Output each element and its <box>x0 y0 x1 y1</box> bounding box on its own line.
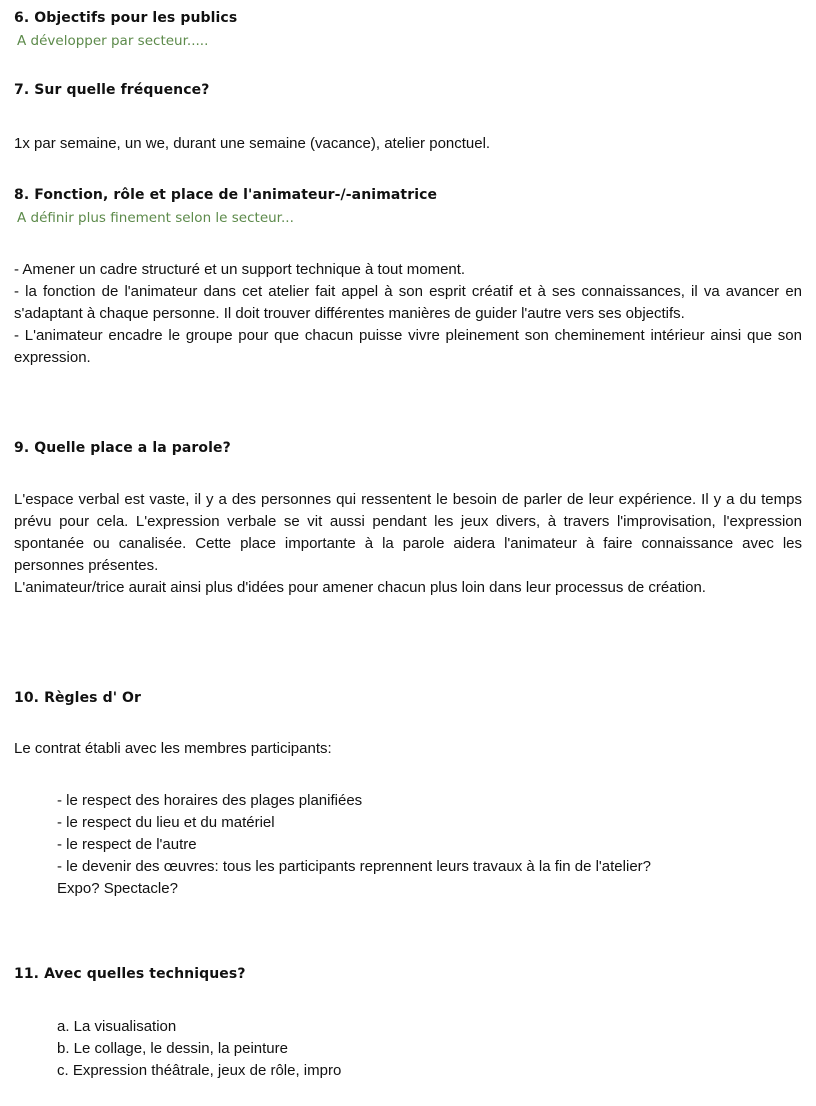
section-8-item: - L'animateur encadre le groupe pour que chacun puisse vivre pleinement son cheminement intérieur ainsi que son expression. <box>14 327 802 366</box>
section-11-techniques <box>57 1016 341 1082</box>
section-7-body: 1x par semaine, un we, durant une semaine (vacance), atelier ponctuel. <box>14 135 491 152</box>
section-8-item: - la fonction de l'animateur dans cet atelier fait appel à son esprit créatif et à ses connaissances, il va avancer en s'adaptant à chaque personne. Il doit trouver différentes manières de guider l'autre vers ses objectifs. <box>14 283 802 322</box>
technique-item: c. Expression théâtrale, jeux de rôle, impro <box>57 1062 342 1079</box>
section-7-heading: 7. Sur quelle fréquence? <box>14 82 210 98</box>
rule-item: - le respect des horaires des plages planifiées <box>57 792 363 809</box>
section-9-paragraph: L'espace verbal est vaste, il y a des personnes qui ressentent le besoin de parler de leur expérience. Il y a du temps prévu pour cela. L'expression verbale se vit aussi pendant les jeux divers, à travers l'improvisation, l'expression spontanée ou canalisée. Cette place importante à la parole aidera l'animateur à faire connaissance avec les personnes présentes. <box>14 491 802 574</box>
technique-item: a. La visualisation <box>57 1018 177 1035</box>
section-10-heading: 10. Règles d' Or <box>14 690 142 706</box>
section-6-note: A développer par secteur..... <box>17 33 209 49</box>
section-8-note: A définir plus finement selon le secteur... <box>17 210 294 226</box>
rule-item: - le devenir des œuvres: tous les participants reprennent leurs travaux à la fin de l'atelier? <box>57 858 651 875</box>
section-8-items <box>14 259 802 369</box>
section-8-item: - Amener un cadre structuré et un support technique à tout moment. <box>14 261 466 278</box>
rule-item: Expo? Spectacle? <box>57 880 178 897</box>
section-9-heading: 9. Quelle place a la parole? <box>14 440 231 456</box>
rule-item: - le respect du lieu et du matériel <box>57 814 275 831</box>
section-8-heading: 8. Fonction, rôle et place de l'animateur-/-animatrice <box>14 187 438 203</box>
section-10-intro: Le contrat établi avec les membres participants: <box>14 740 332 757</box>
section-10-rules <box>57 790 651 900</box>
section-9-paragraph: L'animateur/trice aurait ainsi plus d'idées pour amener chacun plus loin dans leur processus de création. <box>14 579 706 596</box>
section-6-heading: 6. Objectifs pour les publics <box>14 10 238 26</box>
section-9-body <box>14 489 802 599</box>
technique-item: b. Le collage, le dessin, la peinture <box>57 1040 288 1057</box>
section-11-heading: 11. Avec quelles techniques? <box>14 966 246 982</box>
rule-item: - le respect de l'autre <box>57 836 197 853</box>
